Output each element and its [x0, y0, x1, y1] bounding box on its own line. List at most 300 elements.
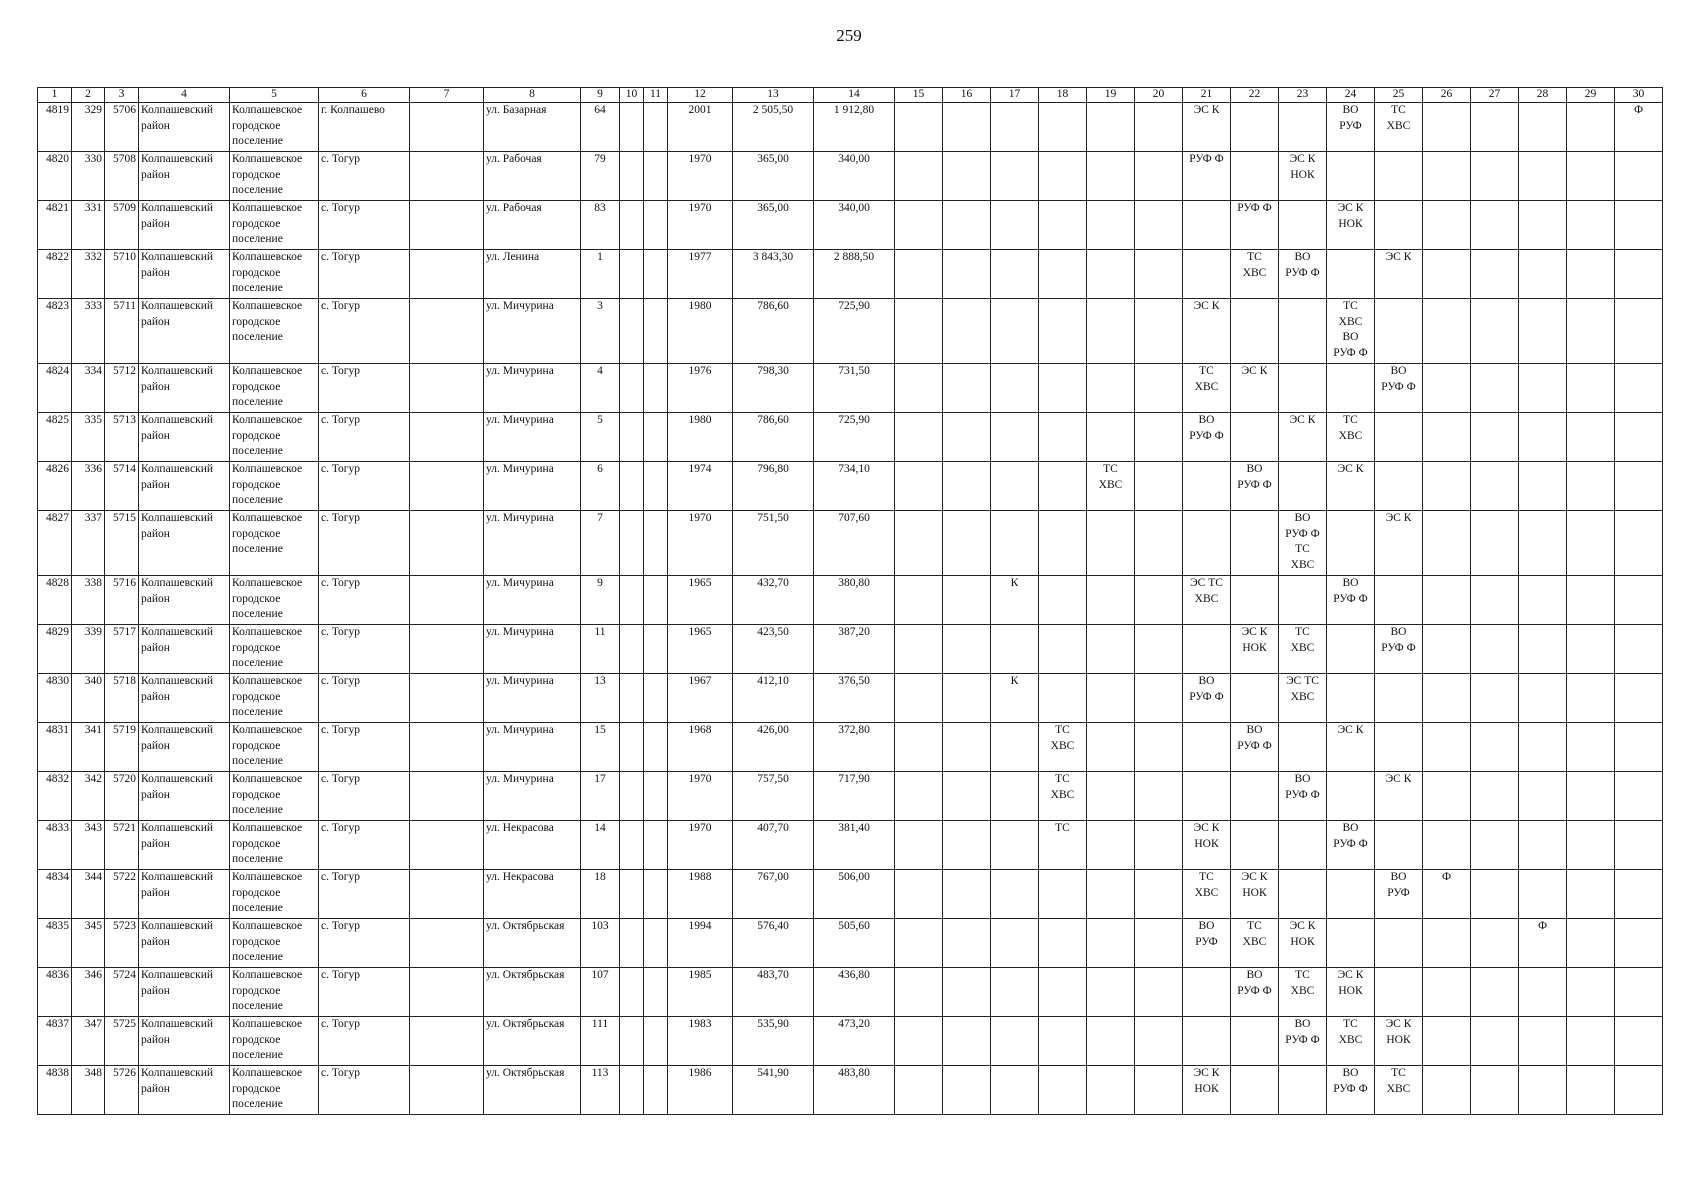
work-cell-21: [1183, 511, 1231, 576]
work-cell-25: ЭС К: [1375, 772, 1423, 821]
empty-cell: [644, 870, 668, 919]
work-cell-16: [943, 250, 991, 299]
work-cell-25: ЭС К НОК: [1375, 1017, 1423, 1066]
empty-cell: [410, 1066, 484, 1115]
work-cell-19: [1087, 511, 1135, 576]
work-cell-23: [1279, 103, 1327, 152]
work-cell-24: [1327, 250, 1375, 299]
work-cell-27: [1471, 968, 1519, 1017]
year-cell: 1994: [668, 919, 733, 968]
row-number: 4837: [38, 1017, 72, 1066]
work-cell-20: [1135, 103, 1183, 152]
work-cell-28: [1519, 250, 1567, 299]
settlement-cell: Колпашевское городское поселение: [230, 511, 319, 576]
street-cell: ул. Мичурина: [484, 511, 581, 576]
locality-cell: с. Тогур: [319, 870, 410, 919]
work-cell-18: [1039, 1066, 1087, 1115]
work-cell-22: ТС ХВС: [1231, 919, 1279, 968]
work-cell-19: [1087, 250, 1135, 299]
empty-cell: [410, 413, 484, 462]
locality-cell: с. Тогур: [319, 250, 410, 299]
work-cell-22: ТС ХВС: [1231, 250, 1279, 299]
work-cell-15: [895, 919, 943, 968]
table-row: [38, 625, 1663, 674]
year-cell: 1980: [668, 299, 733, 364]
work-cell-28: [1519, 152, 1567, 201]
work-cell-16: [943, 625, 991, 674]
work-cell-28: [1519, 103, 1567, 152]
column-header: 25: [1375, 88, 1423, 103]
work-cell-19: ТС ХВС: [1087, 462, 1135, 511]
work-cell-23: [1279, 201, 1327, 250]
object-id: 5723: [105, 919, 139, 968]
work-cell-24: [1327, 674, 1375, 723]
work-cell-26: Ф: [1423, 870, 1471, 919]
table-row: [38, 968, 1663, 1017]
empty-cell: [644, 299, 668, 364]
column-header: 23: [1279, 88, 1327, 103]
work-cell-16: [943, 413, 991, 462]
work-cell-28: [1519, 462, 1567, 511]
empty-cell: [620, 413, 644, 462]
work-cell-17: [991, 772, 1039, 821]
street-cell: ул. Ленина: [484, 250, 581, 299]
work-cell-20: [1135, 576, 1183, 625]
work-cell-27: [1471, 1017, 1519, 1066]
work-cell-22: ВО РУФ Ф: [1231, 723, 1279, 772]
work-cell-17: К: [991, 576, 1039, 625]
work-cell-16: [943, 1066, 991, 1115]
work-cell-26: [1423, 919, 1471, 968]
empty-cell: [644, 723, 668, 772]
row-number: 4836: [38, 968, 72, 1017]
work-cell-22: ЭС К: [1231, 364, 1279, 413]
row-number: 4828: [38, 576, 72, 625]
work-cell-25: [1375, 299, 1423, 364]
work-cell-18: [1039, 201, 1087, 250]
year-cell: 2001: [668, 103, 733, 152]
row-subnumber: 337: [72, 511, 105, 576]
table-row: [38, 103, 1663, 152]
district-cell: Колпашевский район: [139, 511, 230, 576]
work-cell-16: [943, 511, 991, 576]
row-number: 4831: [38, 723, 72, 772]
object-id: 5712: [105, 364, 139, 413]
work-cell-17: [991, 821, 1039, 870]
work-cell-15: [895, 772, 943, 821]
area-total-cell: 757,50: [733, 772, 814, 821]
table-row: [38, 674, 1663, 723]
work-cell-16: [943, 870, 991, 919]
work-cell-29: [1567, 821, 1615, 870]
area-total-cell: 426,00: [733, 723, 814, 772]
work-cell-25: ЭС К: [1375, 250, 1423, 299]
work-cell-24: [1327, 772, 1375, 821]
object-id: 5715: [105, 511, 139, 576]
row-number: 4829: [38, 625, 72, 674]
work-cell-17: [991, 152, 1039, 201]
table-row: [38, 413, 1663, 462]
work-cell-15: [895, 870, 943, 919]
work-cell-23: ЭС К: [1279, 413, 1327, 462]
work-cell-30: [1615, 511, 1663, 576]
column-header: 10: [620, 88, 644, 103]
year-cell: 1986: [668, 1066, 733, 1115]
empty-cell: [620, 723, 644, 772]
work-cell-25: [1375, 968, 1423, 1017]
work-cell-24: ЭС К: [1327, 462, 1375, 511]
table-row: [38, 576, 1663, 625]
work-cell-15: [895, 250, 943, 299]
column-header: 13: [733, 88, 814, 103]
district-cell: Колпашевский район: [139, 152, 230, 201]
empty-cell: [644, 250, 668, 299]
locality-cell: с. Тогур: [319, 968, 410, 1017]
work-cell-24: ЭС К НОК: [1327, 201, 1375, 250]
table-row: [38, 870, 1663, 919]
work-cell-21: ЭС К НОК: [1183, 1066, 1231, 1115]
row-subnumber: 329: [72, 103, 105, 152]
work-cell-15: [895, 821, 943, 870]
row-subnumber: 345: [72, 919, 105, 968]
work-cell-20: [1135, 462, 1183, 511]
empty-cell: [644, 201, 668, 250]
year-cell: 1988: [668, 870, 733, 919]
work-cell-29: [1567, 511, 1615, 576]
work-cell-27: [1471, 152, 1519, 201]
settlement-cell: Колпашевское городское поселение: [230, 1017, 319, 1066]
district-cell: Колпашевский район: [139, 674, 230, 723]
locality-cell: с. Тогур: [319, 674, 410, 723]
work-cell-18: [1039, 1017, 1087, 1066]
locality-cell: с. Тогур: [319, 772, 410, 821]
work-cell-23: ВО РУФ Ф: [1279, 250, 1327, 299]
work-cell-21: [1183, 968, 1231, 1017]
street-cell: ул. Рабочая: [484, 152, 581, 201]
object-id: 5720: [105, 772, 139, 821]
work-cell-19: [1087, 1066, 1135, 1115]
work-cell-17: [991, 201, 1039, 250]
work-cell-25: ЭС К: [1375, 511, 1423, 576]
work-cell-25: [1375, 821, 1423, 870]
settlement-cell: Колпашевское городское поселение: [230, 250, 319, 299]
work-cell-30: [1615, 772, 1663, 821]
settlement-cell: Колпашевское городское поселение: [230, 299, 319, 364]
work-cell-23: ЭС К НОК: [1279, 152, 1327, 201]
work-cell-29: [1567, 625, 1615, 674]
work-cell-17: [991, 364, 1039, 413]
row-number: 4826: [38, 462, 72, 511]
work-cell-21: [1183, 201, 1231, 250]
work-cell-15: [895, 103, 943, 152]
work-cell-25: [1375, 674, 1423, 723]
locality-cell: с. Тогур: [319, 821, 410, 870]
work-cell-28: [1519, 772, 1567, 821]
work-cell-26: [1423, 723, 1471, 772]
work-cell-18: [1039, 576, 1087, 625]
house-cell: 1: [581, 250, 620, 299]
work-cell-27: [1471, 576, 1519, 625]
column-header: 8: [484, 88, 581, 103]
work-cell-20: [1135, 250, 1183, 299]
work-cell-30: [1615, 968, 1663, 1017]
work-cell-24: [1327, 870, 1375, 919]
work-cell-18: [1039, 968, 1087, 1017]
house-cell: 83: [581, 201, 620, 250]
work-cell-19: [1087, 201, 1135, 250]
object-id: 5725: [105, 1017, 139, 1066]
work-cell-25: ТС ХВС: [1375, 103, 1423, 152]
row-number: 4819: [38, 103, 72, 152]
work-cell-22: [1231, 299, 1279, 364]
settlement-cell: Колпашевское городское поселение: [230, 201, 319, 250]
settlement-cell: Колпашевское городское поселение: [230, 723, 319, 772]
work-cell-28: [1519, 968, 1567, 1017]
work-cell-23: ВО РУФ Ф ТС ХВС: [1279, 511, 1327, 576]
empty-cell: [410, 723, 484, 772]
work-cell-21: ВО РУФ Ф: [1183, 674, 1231, 723]
work-cell-19: [1087, 870, 1135, 919]
work-cell-20: [1135, 364, 1183, 413]
empty-cell: [620, 772, 644, 821]
area-living-cell: 506,00: [814, 870, 895, 919]
area-living-cell: 717,90: [814, 772, 895, 821]
empty-cell: [644, 462, 668, 511]
work-cell-19: [1087, 968, 1135, 1017]
work-cell-15: [895, 674, 943, 723]
empty-cell: [410, 152, 484, 201]
work-cell-15: [895, 299, 943, 364]
locality-cell: г. Колпашево: [319, 103, 410, 152]
work-cell-22: ЭС К НОК: [1231, 870, 1279, 919]
column-header: 28: [1519, 88, 1567, 103]
work-cell-20: [1135, 870, 1183, 919]
work-cell-20: [1135, 511, 1183, 576]
work-cell-17: [991, 511, 1039, 576]
column-header: 5: [230, 88, 319, 103]
work-cell-19: [1087, 152, 1135, 201]
row-subnumber: 348: [72, 1066, 105, 1115]
street-cell: ул. Мичурина: [484, 772, 581, 821]
work-cell-30: [1615, 723, 1663, 772]
row-number: 4832: [38, 772, 72, 821]
row-subnumber: 332: [72, 250, 105, 299]
area-living-cell: 2 888,50: [814, 250, 895, 299]
work-cell-26: [1423, 1066, 1471, 1115]
district-cell: Колпашевский район: [139, 250, 230, 299]
work-cell-27: [1471, 103, 1519, 152]
work-cell-16: [943, 674, 991, 723]
work-cell-15: [895, 201, 943, 250]
table-row: [38, 511, 1663, 576]
work-cell-24: ВО РУФ Ф: [1327, 576, 1375, 625]
street-cell: ул. Мичурина: [484, 576, 581, 625]
empty-cell: [410, 625, 484, 674]
object-id: 5713: [105, 413, 139, 462]
work-cell-19: [1087, 1017, 1135, 1066]
work-cell-30: Ф: [1615, 103, 1663, 152]
settlement-cell: Колпашевское городское поселение: [230, 821, 319, 870]
year-cell: 1970: [668, 821, 733, 870]
work-cell-29: [1567, 772, 1615, 821]
work-cell-18: [1039, 919, 1087, 968]
work-cell-25: [1375, 201, 1423, 250]
work-cell-28: [1519, 1066, 1567, 1115]
row-subnumber: 347: [72, 1017, 105, 1066]
work-cell-30: [1615, 299, 1663, 364]
work-cell-21: ЭС К НОК: [1183, 821, 1231, 870]
street-cell: ул. Октябрьская: [484, 919, 581, 968]
work-cell-22: ЭС К НОК: [1231, 625, 1279, 674]
row-subnumber: 336: [72, 462, 105, 511]
row-number: 4827: [38, 511, 72, 576]
work-cell-17: К: [991, 674, 1039, 723]
work-cell-30: [1615, 152, 1663, 201]
work-cell-24: ВО РУФ Ф: [1327, 1066, 1375, 1115]
work-cell-18: ТС ХВС: [1039, 723, 1087, 772]
area-living-cell: 707,60: [814, 511, 895, 576]
column-header: 21: [1183, 88, 1231, 103]
column-header: 11: [644, 88, 668, 103]
table-row: [38, 201, 1663, 250]
work-cell-27: [1471, 870, 1519, 919]
street-cell: ул. Мичурина: [484, 674, 581, 723]
area-living-cell: 340,00: [814, 152, 895, 201]
district-cell: Колпашевский район: [139, 772, 230, 821]
work-cell-30: [1615, 919, 1663, 968]
work-cell-29: [1567, 674, 1615, 723]
column-header: 7: [410, 88, 484, 103]
work-cell-24: ЭС К: [1327, 723, 1375, 772]
work-cell-16: [943, 103, 991, 152]
area-total-cell: 751,50: [733, 511, 814, 576]
street-cell: ул. Мичурина: [484, 462, 581, 511]
row-number: 4830: [38, 674, 72, 723]
house-cell: 15: [581, 723, 620, 772]
table-row: [38, 299, 1663, 364]
street-cell: ул. Мичурина: [484, 299, 581, 364]
work-cell-18: ТС ХВС: [1039, 772, 1087, 821]
row-number: 4835: [38, 919, 72, 968]
empty-cell: [410, 511, 484, 576]
district-cell: Колпашевский район: [139, 103, 230, 152]
work-cell-20: [1135, 299, 1183, 364]
work-cell-29: [1567, 1017, 1615, 1066]
year-cell: 1970: [668, 201, 733, 250]
street-cell: ул. Мичурина: [484, 723, 581, 772]
area-living-cell: 1 912,80: [814, 103, 895, 152]
column-header: 27: [1471, 88, 1519, 103]
settlement-cell: Колпашевское городское поселение: [230, 919, 319, 968]
work-cell-17: [991, 625, 1039, 674]
work-cell-20: [1135, 968, 1183, 1017]
work-cell-19: [1087, 576, 1135, 625]
work-cell-16: [943, 299, 991, 364]
district-cell: Колпашевский район: [139, 299, 230, 364]
work-cell-21: [1183, 462, 1231, 511]
work-cell-19: [1087, 772, 1135, 821]
work-cell-22: [1231, 152, 1279, 201]
locality-cell: с. Тогур: [319, 625, 410, 674]
work-cell-27: [1471, 299, 1519, 364]
object-id: 5709: [105, 201, 139, 250]
object-id: 5724: [105, 968, 139, 1017]
district-cell: Колпашевский район: [139, 1066, 230, 1115]
work-cell-26: [1423, 1017, 1471, 1066]
work-cell-28: [1519, 511, 1567, 576]
work-cell-26: [1423, 674, 1471, 723]
work-cell-28: [1519, 674, 1567, 723]
house-cell: 103: [581, 919, 620, 968]
work-cell-18: [1039, 250, 1087, 299]
area-total-cell: 786,60: [733, 299, 814, 364]
work-cell-16: [943, 576, 991, 625]
work-cell-23: [1279, 576, 1327, 625]
work-cell-20: [1135, 674, 1183, 723]
work-cell-28: [1519, 201, 1567, 250]
work-cell-17: [991, 870, 1039, 919]
work-cell-25: [1375, 576, 1423, 625]
work-cell-23: [1279, 821, 1327, 870]
empty-cell: [644, 1017, 668, 1066]
district-cell: Колпашевский район: [139, 723, 230, 772]
work-cell-25: ВО РУФ Ф: [1375, 364, 1423, 413]
work-cell-19: [1087, 413, 1135, 462]
column-header: 9: [581, 88, 620, 103]
street-cell: ул. Рабочая: [484, 201, 581, 250]
work-cell-26: [1423, 152, 1471, 201]
street-cell: ул. Октябрьская: [484, 968, 581, 1017]
work-cell-18: [1039, 103, 1087, 152]
work-cell-29: [1567, 103, 1615, 152]
table-row: [38, 1066, 1663, 1115]
work-cell-29: [1567, 250, 1615, 299]
empty-cell: [620, 364, 644, 413]
work-cell-20: [1135, 723, 1183, 772]
house-cell: 18: [581, 870, 620, 919]
empty-cell: [644, 152, 668, 201]
empty-cell: [620, 1017, 644, 1066]
district-cell: Колпашевский район: [139, 413, 230, 462]
settlement-cell: Колпашевское городское поселение: [230, 674, 319, 723]
district-cell: Колпашевский район: [139, 968, 230, 1017]
house-cell: 107: [581, 968, 620, 1017]
work-cell-28: [1519, 299, 1567, 364]
area-total-cell: 412,10: [733, 674, 814, 723]
work-cell-23: ЭС К НОК: [1279, 919, 1327, 968]
row-subnumber: 346: [72, 968, 105, 1017]
work-cell-25: ВО РУФ Ф: [1375, 625, 1423, 674]
column-header: 24: [1327, 88, 1375, 103]
work-cell-26: [1423, 576, 1471, 625]
locality-cell: с. Тогур: [319, 201, 410, 250]
work-cell-24: ТС ХВС ВО РУФ Ф: [1327, 299, 1375, 364]
locality-cell: с. Тогур: [319, 413, 410, 462]
object-id: 5726: [105, 1066, 139, 1115]
work-cell-22: [1231, 511, 1279, 576]
work-cell-16: [943, 723, 991, 772]
work-cell-16: [943, 772, 991, 821]
district-cell: Колпашевский район: [139, 625, 230, 674]
house-cell: 11: [581, 625, 620, 674]
row-number: 4834: [38, 870, 72, 919]
object-id: 5708: [105, 152, 139, 201]
row-subnumber: 330: [72, 152, 105, 201]
object-id: 5718: [105, 674, 139, 723]
area-total-cell: 483,70: [733, 968, 814, 1017]
street-cell: ул. Мичурина: [484, 364, 581, 413]
empty-cell: [620, 1066, 644, 1115]
